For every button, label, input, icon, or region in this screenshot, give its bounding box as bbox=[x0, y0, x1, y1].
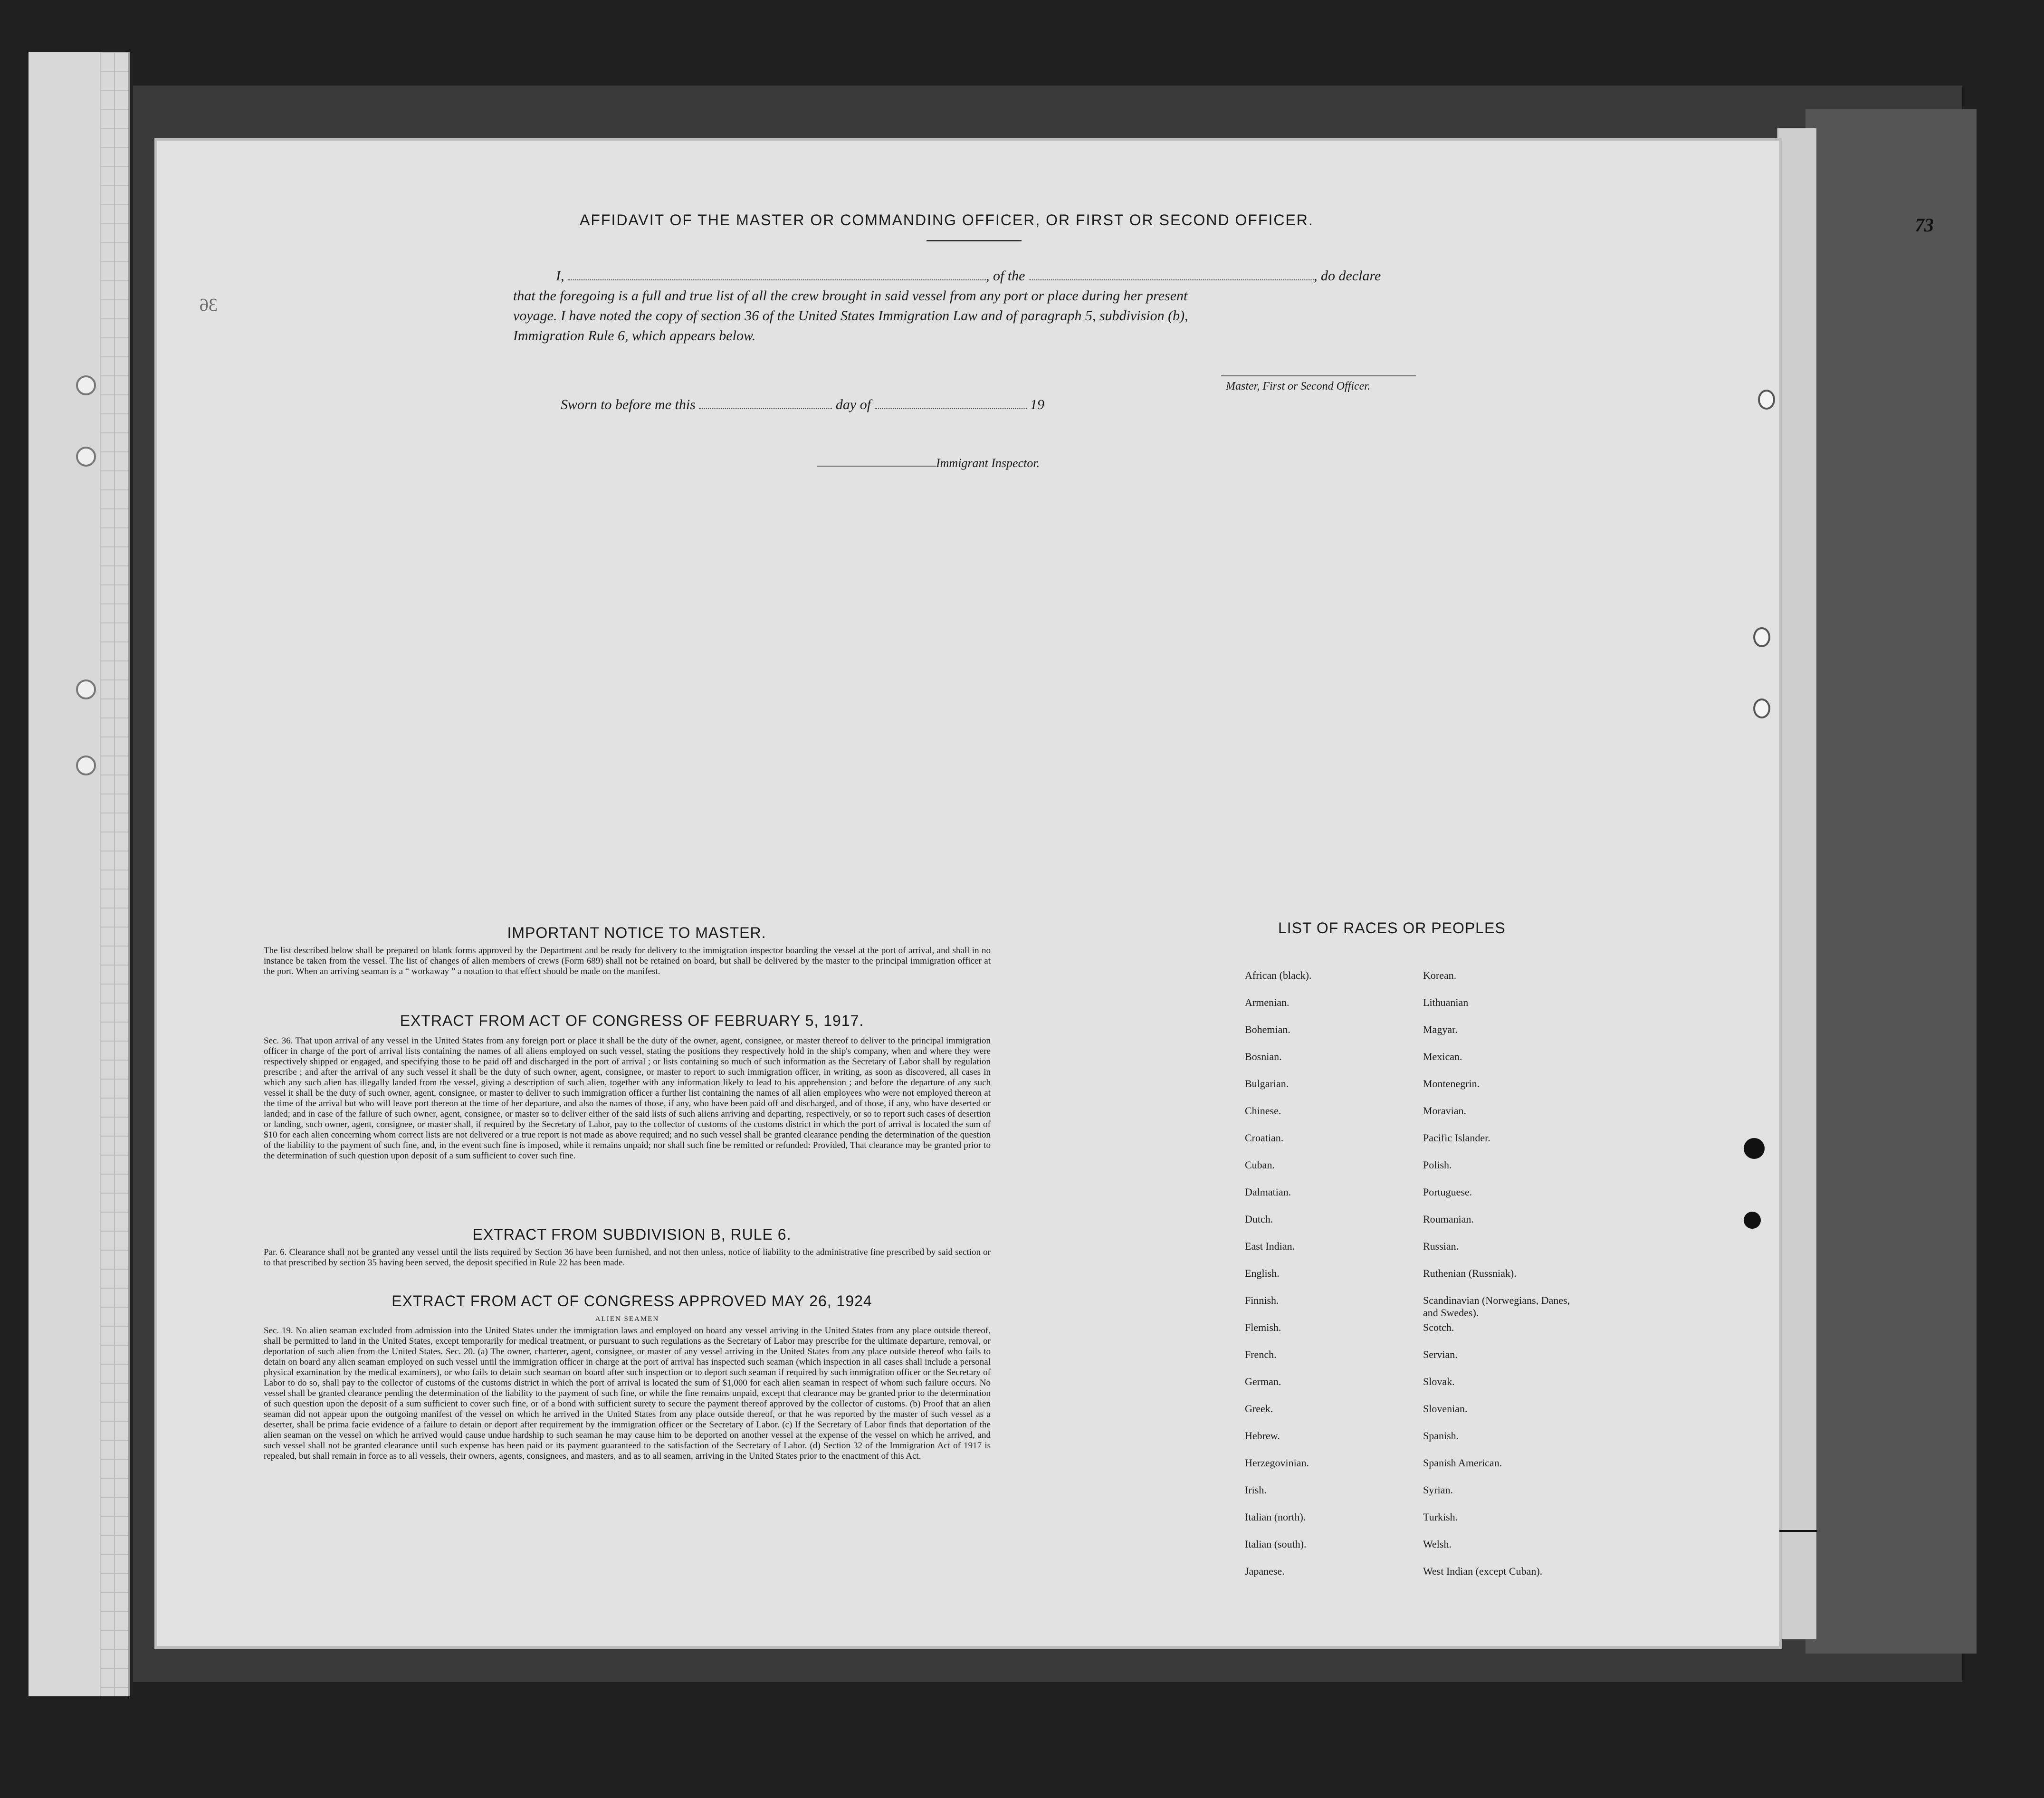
signature-label: Master, First or Second Officer. bbox=[1226, 380, 1370, 392]
punch-hole bbox=[1758, 390, 1775, 410]
race-item: Cuban. bbox=[1245, 1159, 1275, 1171]
race-item: African (black). bbox=[1245, 969, 1312, 981]
race-item: Japanese. bbox=[1245, 1565, 1285, 1577]
race-item: Polish. bbox=[1423, 1159, 1452, 1171]
page-number: 73 bbox=[1915, 214, 1934, 236]
race-item: Herzegovinian. bbox=[1245, 1457, 1309, 1469]
adjacent-page-strip bbox=[29, 52, 130, 1696]
race-item: West Indian (except Cuban). bbox=[1423, 1565, 1543, 1577]
declaration-line4: Immigration Rule 6, which appears below. bbox=[513, 328, 756, 344]
race-item: Croatian. bbox=[1245, 1132, 1284, 1144]
race-item: Servian. bbox=[1423, 1348, 1458, 1360]
punch-hole bbox=[1753, 698, 1770, 718]
race-item: Lithuanian bbox=[1423, 996, 1469, 1008]
race-item: Slovenian. bbox=[1423, 1403, 1468, 1415]
race-item: French. bbox=[1245, 1348, 1277, 1360]
title-rule bbox=[926, 240, 1022, 241]
extract-rule6-text: Par. 6. Clearance shall not be granted any vessel until the lists required by Section 36 have been furnished, and not then unless, notice of liability to the administrative fine prescribed by said section or to that prescribed by section 35 having been served, the deposit specified in Rule 22 has been made. bbox=[264, 1247, 991, 1268]
bleed-through-number: 36 bbox=[200, 295, 218, 315]
punch-hole bbox=[76, 375, 96, 395]
signature-line bbox=[1221, 375, 1416, 376]
race-item: Spanish. bbox=[1423, 1430, 1459, 1442]
race-item: Hebrew. bbox=[1245, 1430, 1280, 1442]
race-item: Syrian. bbox=[1423, 1484, 1453, 1496]
grid-edge bbox=[100, 52, 128, 1696]
race-item: Chinese. bbox=[1245, 1105, 1281, 1117]
race-item: Italian (north). bbox=[1245, 1511, 1306, 1523]
race-item: Magyar. bbox=[1423, 1023, 1458, 1035]
race-item: Welsh. bbox=[1423, 1538, 1452, 1550]
affidavit-declaration bbox=[513, 266, 1440, 346]
race-item: Dutch. bbox=[1245, 1213, 1273, 1225]
declaration-do-declare: , do declare bbox=[1314, 268, 1381, 284]
race-item: Spanish American. bbox=[1423, 1457, 1502, 1469]
month-blank bbox=[875, 408, 1027, 409]
mounting-board-edge bbox=[1805, 109, 1977, 1654]
race-item: Finnish. bbox=[1245, 1294, 1279, 1306]
notice-text: The list described below shall be prepared on blank forms approved by the Department and be ready for delivery to the immigration inspector boarding the vessel at the port of arrival, and shall in no instance be taken from the vessel. The list of changes of alien members of crews (Form 689) shall not be retained on board, but shall be delivered by the master to the principal immigration officer at the port. When an arriving seaman is a “ workaway ” a notation to that effect should be made on the manifest. bbox=[264, 946, 991, 976]
race-item: Bulgarian. bbox=[1245, 1078, 1289, 1090]
race-item: English. bbox=[1245, 1267, 1280, 1279]
declaration-i: I, bbox=[556, 268, 564, 284]
race-item: Russian. bbox=[1423, 1240, 1459, 1252]
extract-1924-title: EXTRACT FROM ACT OF CONGRESS APPROVED MAY 26, 1924 bbox=[392, 1292, 872, 1310]
race-item: Roumanian. bbox=[1423, 1213, 1474, 1225]
race-item: Slovak. bbox=[1423, 1376, 1455, 1387]
punch-hole bbox=[76, 756, 96, 775]
inspector-signature-line bbox=[817, 466, 936, 467]
punch-hole bbox=[76, 447, 96, 467]
race-item: Irish. bbox=[1245, 1484, 1267, 1496]
race-item: Mexican. bbox=[1423, 1051, 1462, 1062]
race-item: Montenegrin. bbox=[1423, 1078, 1480, 1090]
race-item: Italian (south). bbox=[1245, 1538, 1307, 1550]
extract-rule6-title: EXTRACT FROM SUBDIVISION B, RULE 6. bbox=[472, 1226, 792, 1243]
punch-hole bbox=[1753, 627, 1770, 647]
race-item: Flemish. bbox=[1245, 1321, 1281, 1333]
punch-hole bbox=[76, 679, 96, 699]
race-item: Dalmatian. bbox=[1245, 1186, 1291, 1198]
sworn-text: Sworn to before me this bbox=[561, 397, 696, 412]
extract-1924-text: Sec. 19. No alien seaman excluded from admission into the United States under the immigration laws and employed on board any vessel arriving in the United States from any place outside thereof, shall be permitted to land in the United States, except temporarily for medical treatment, or pursuant to such regulations as the Secretary of Labor may prescribe for the ultimate departure, removal, or deportation of such alien from the United States. Sec. 20. (a) The owner, charterer, agent, consignee, or master of any vessel arriving in the United States from any place outside thereof who fails to detain on board any alien seaman employed on such vessel until the immigration officer in charge at the port of arrival has inspected such seaman (which inspection in all cases shall include a personal physical examination by the medical examiners), or who fails to detain such seaman on board after such inspection or to deport such seaman if required by such immigration officer or the Secretary of Labor to do so, shall pay to the collector of customs of the customs district in which the port of arrival is located the sum of $1,000 for each alien seaman in respect of whom such failure occurs. No vessel shall be granted clearance pending the determination of the liability to the payment of such fine, or while the fine remains unpaid, except that clearance may be granted prior to the determination of such question upon the deposit of a sum sufficient to cover such fine, or of a bond with sufficient surety to secure the payment thereof approved by the collector of customs. (b) Proof that an alien seaman did not appear upon the outgoing manifest of the vessel on which he arrived in the United States from any place outside thereof, or that he was reported by the master of such vessel as a deserter, shall be prima facie evidence of a failure to detain or deport after requirement by the immigration officer or the Secretary of Labor. (c) If the Secretary of Labor finds that deportation of the alien seaman on the vessel on which he arrived would cause undue hardship to such seaman he may cause him to be deported on another vessel at the expense of the vessel on which he arrived, and such vessel shall not be granted clearance until such expense has been paid or its payment guaranteed to the satisfaction of the Secretary of Labor. (d) Section 32 of the Immigration Act of 1917 is repealed, but shall remain in force as to all vessels, their owners, agents, consignees, and masters, and as to all seamen, arriving in the United States prior to the enactment of this Act. bbox=[264, 1326, 991, 1461]
race-item: Armenian. bbox=[1245, 996, 1289, 1008]
name-blank bbox=[568, 279, 986, 280]
page-edge-mark bbox=[1779, 1530, 1817, 1532]
declaration-line2: that the foregoing is a full and true list of all the crew brought in said vessel from any port or place during her present bbox=[513, 288, 1188, 304]
race-item: German. bbox=[1245, 1376, 1281, 1387]
declaration-of-the: , of the bbox=[986, 268, 1025, 284]
race-item: Greek. bbox=[1245, 1403, 1273, 1415]
race-item: Turkish. bbox=[1423, 1511, 1458, 1523]
race-item: Bosnian. bbox=[1245, 1051, 1282, 1062]
race-item: Bohemian. bbox=[1245, 1023, 1290, 1035]
stacked-page-edges bbox=[1777, 128, 1816, 1639]
day-of-text: day of bbox=[835, 397, 871, 412]
day-blank bbox=[699, 408, 832, 409]
inspector-label: Immigrant Inspector. bbox=[936, 456, 1040, 470]
race-item: Korean. bbox=[1423, 969, 1457, 981]
race-item: Ruthenian (Russniak). bbox=[1423, 1267, 1517, 1279]
punch-hole-dark bbox=[1744, 1138, 1765, 1159]
extract-1924-subtitle: ALIEN SEAMEN bbox=[595, 1315, 659, 1323]
declaration-line3: voyage. I have noted the copy of section 36 of the United States Immigration Law and of paragraph 5, subdivision (b), bbox=[513, 308, 1188, 324]
punch-hole-dark bbox=[1744, 1212, 1761, 1229]
notice-title: IMPORTANT NOTICE TO MASTER. bbox=[507, 924, 766, 941]
race-item: Portuguese. bbox=[1423, 1186, 1472, 1198]
vessel-blank bbox=[1029, 279, 1314, 280]
race-item: Scandinavian (Norwegians, Danes, and Swedes). bbox=[1423, 1294, 1570, 1319]
races-title: LIST OF RACES OR PEOPLES bbox=[1278, 919, 1506, 937]
race-item: Pacific Islander. bbox=[1423, 1132, 1490, 1144]
affidavit-title: AFFIDAVIT OF THE MASTER OR COMMANDING OFFICER, OR FIRST OR SECOND OFFICER. bbox=[580, 211, 1314, 229]
race-item: East Indian. bbox=[1245, 1240, 1295, 1252]
race-item: Moravian. bbox=[1423, 1105, 1467, 1117]
extract-1917-text: Sec. 36. That upon arrival of any vessel in the United States from any foreign port or place it shall be the duty of the owner, agent, consignee, or master thereof to deliver to the principal immigration officer in charge of the port of arrival lists containing the names of all aliens employed on such vessel, stating the positions they respectively hold in the ship's company, when and where they were respectively shipped or engaged, and specifying those to be paid off and discharged in the port of arrival ; or lists containing so much of such information as the Secretary of Labor shall by regulation prescribe ; and after the arrival of any such vessel it shall be the duty of such owner, agent, consignee, or master to report to such immigration officer, in writing, as soon as discovered, all cases in which any such alien has illegally landed from the vessel, giving a description of such alien, together with any information likely to lead to his apprehension ; and before the departure of any such vessel it shall be the duty of such owner, agent, consignee, or master to deliver to such immigration officer a further list containing the names of all alien employees who were not employed thereon at the time of the arrival but who will leave port thereon at the time of her departure, and also the names of those, if any, who have been paid off and discharged, and of those, if any, who have deserted or landed; and in case of the failure of such owner, agent, consignee, or master so to deliver either of the said lists of such aliens arriving and departing, respectively, or so to report such cases of desertion or landing, such owner, agent, consignee, or master shall, if required by the Secretary of Labor, pay to the collector of customs of the customs district in which the port of arrival is located the sum of $10 for each alien concerning whom correct lists are not delivered or a true report is not made as above required; and no such vessel shall be granted clearance pending the determination of the question of the liability to the payment of such fine, and, in the event such fine is imposed, while it remains unpaid; nor shall such fine be remitted or refunded: Provided, That clearance may be granted prior to the determination of such question upon deposit of a sum sufficient to cover such fine. bbox=[264, 1036, 991, 1161]
sworn-line bbox=[561, 397, 1044, 413]
year-prefix: 19 bbox=[1030, 397, 1045, 412]
race-item: Scotch. bbox=[1423, 1321, 1454, 1333]
extract-1917-title: EXTRACT FROM ACT OF CONGRESS OF FEBRUARY 5, 1917. bbox=[400, 1012, 864, 1029]
